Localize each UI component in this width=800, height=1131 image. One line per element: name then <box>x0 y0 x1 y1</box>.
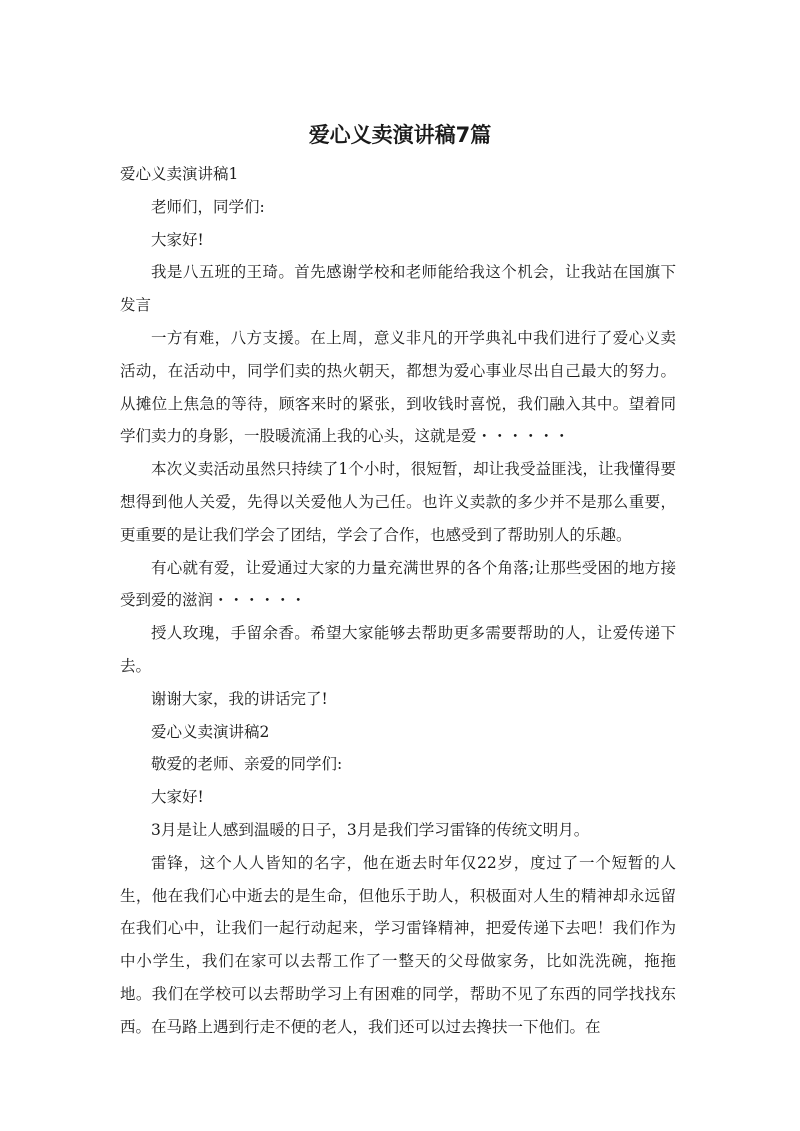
paragraph: 大家好! <box>151 788 204 807</box>
paragraph: 爱心义卖演讲稿1 <box>120 165 239 183</box>
paragraph: 授人玫瑰，手留余香。希望大家能够去帮助更多需要帮助的人，让爱传递下去。 <box>120 624 676 675</box>
paragraph: 雷锋，这个人人皆知的名字，他在逝去时年仅22岁，度过了一个短暂的人生，他在我们心中逝去的是生命，但他乐于助人，积极面对人生的精神却永远留在我们心中，让我们一起行动起来，学习雷锋精神，把爱传递下去吧！我们作为中小学生，我们在家可以去帮工作了一整天的父母做家务，比如洗洗碗，拖拖地。我们在学校可以去帮助学习上有困难的同学，帮助不见了东西的同学找找东西。在马路上遇到行走不便的老人，我们还可以过去搀扶一下他们。在 <box>120 853 676 1036</box>
paragraph: 有心就有爱，让爱通过大家的力量充满世界的各个角落;让那些受困的地方接受到爱的滋润・・・・・・ <box>120 558 676 610</box>
paragraph: 谢谢大家，我的讲话完了! <box>151 689 328 708</box>
paragraph: 老师们，同学们: <box>151 197 265 216</box>
paragraph: 我是八五班的王琦。首先感谢学校和老师能给我这个机会，让我站在国旗下发言 <box>120 263 676 315</box>
document-body <box>120 158 676 1044</box>
paragraph: 一方有难，八方支援。在上周，意义非凡的开学典礼中我们进行了爱心义卖活动，在活动中，同学们卖的热火朝天，都想为爱心事业尽出自己最大的努力。从摊位上焦急的等待，顾客来时的紧张，到收钱时喜悦，我们融入其中。望着同学们卖力的身影，一股暖流涌上我的心头，这就是爱・・・・・・ <box>120 328 676 446</box>
document-title: 爱心义卖演讲稿7篇 <box>308 123 492 147</box>
paragraph: 本次义卖活动虽然只持续了1个小时，很短暂，却让我受益匪浅，让我懂得要想得到他人关爱，先得以关爱他人为己任。也许义卖款的多少并不是那么重要，更重要的是让我们学会了团结，学会了合作，也感受到了帮助别人的乐趣。 <box>120 460 676 544</box>
paragraph: 敬爱的老师、亲爱的同学们: <box>151 755 343 774</box>
section-heading: 爱心义卖演讲稿2 <box>151 722 270 741</box>
paragraph: 大家好! <box>151 230 204 249</box>
paragraph: 3月是让人感到温暖的日子，3月是我们学习雷锋的传统文明月。 <box>151 820 590 839</box>
